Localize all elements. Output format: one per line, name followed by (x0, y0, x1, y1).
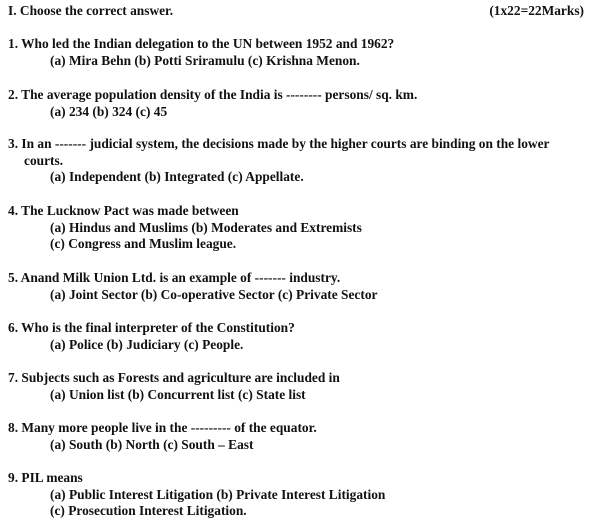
question-options: (a) 234 (b) 324 (c) 45 (50, 103, 168, 119)
question-5 (8, 270, 580, 303)
question-options: (a) Independent (b) Integrated (c) Appellate. (50, 169, 304, 184)
question-2 (8, 87, 580, 120)
question-options: (a) Hindus and Muslims (b) Moderates and Extremists (50, 219, 362, 235)
question-options: (a) Mira Behn (b) Potti Sriramulu (c) Krishna Menon. (50, 52, 360, 68)
question-stem: 4. The Lucknow Pact was made between (8, 203, 239, 218)
section-title: I. Choose the correct answer. (8, 3, 174, 18)
question-options: (a) South (b) North (c) South – East (50, 436, 254, 452)
question-7 (8, 370, 580, 403)
question-stem: 7. Subjects such as Forests and agriculture are included in (8, 370, 340, 385)
section-header (8, 3, 584, 19)
question-stem: 1. Who led the Indian delegation to the UN between 1952 and 1962? (8, 36, 395, 51)
question-stem: 5. Anand Milk Union Ltd. is an example of ------- industry. (8, 270, 341, 285)
question-9 (8, 470, 580, 520)
question-8 (8, 420, 580, 453)
question-options: (a) Union list (b) Concurrent list (c) State list (50, 386, 306, 402)
question-stem: 9. PIL means (8, 470, 83, 485)
question-stem: 3. In an ------- judicial system, the decisions made by the higher courts are binding on the lower courts. (8, 136, 550, 168)
question-stem: 6. Who is the final interpreter of the Constitution? (8, 320, 295, 335)
question-4 (8, 203, 580, 253)
question-1 (8, 36, 580, 69)
question-options: (a) Public Interest Litigation (b) Private Interest Litigation (50, 486, 386, 502)
question-6 (8, 320, 580, 353)
question-options: (c) Congress and Muslim league. (50, 236, 237, 251)
question-stem: 8. Many more people live in the --------- of the equator. (8, 420, 317, 435)
question-stem: 2. The average population density of the India is -------- persons/ sq. km. (8, 87, 418, 102)
question-options: (a) Joint Sector (b) Co-operative Sector (c) Private Sector (50, 286, 378, 302)
question-3 (8, 136, 580, 186)
marks-label: (1x22=22Marks) (489, 3, 584, 18)
question-options: (a) Police (b) Judiciary (c) People. (50, 336, 244, 352)
question-options: (c) Prosecution Interest Litigation. (50, 503, 247, 518)
